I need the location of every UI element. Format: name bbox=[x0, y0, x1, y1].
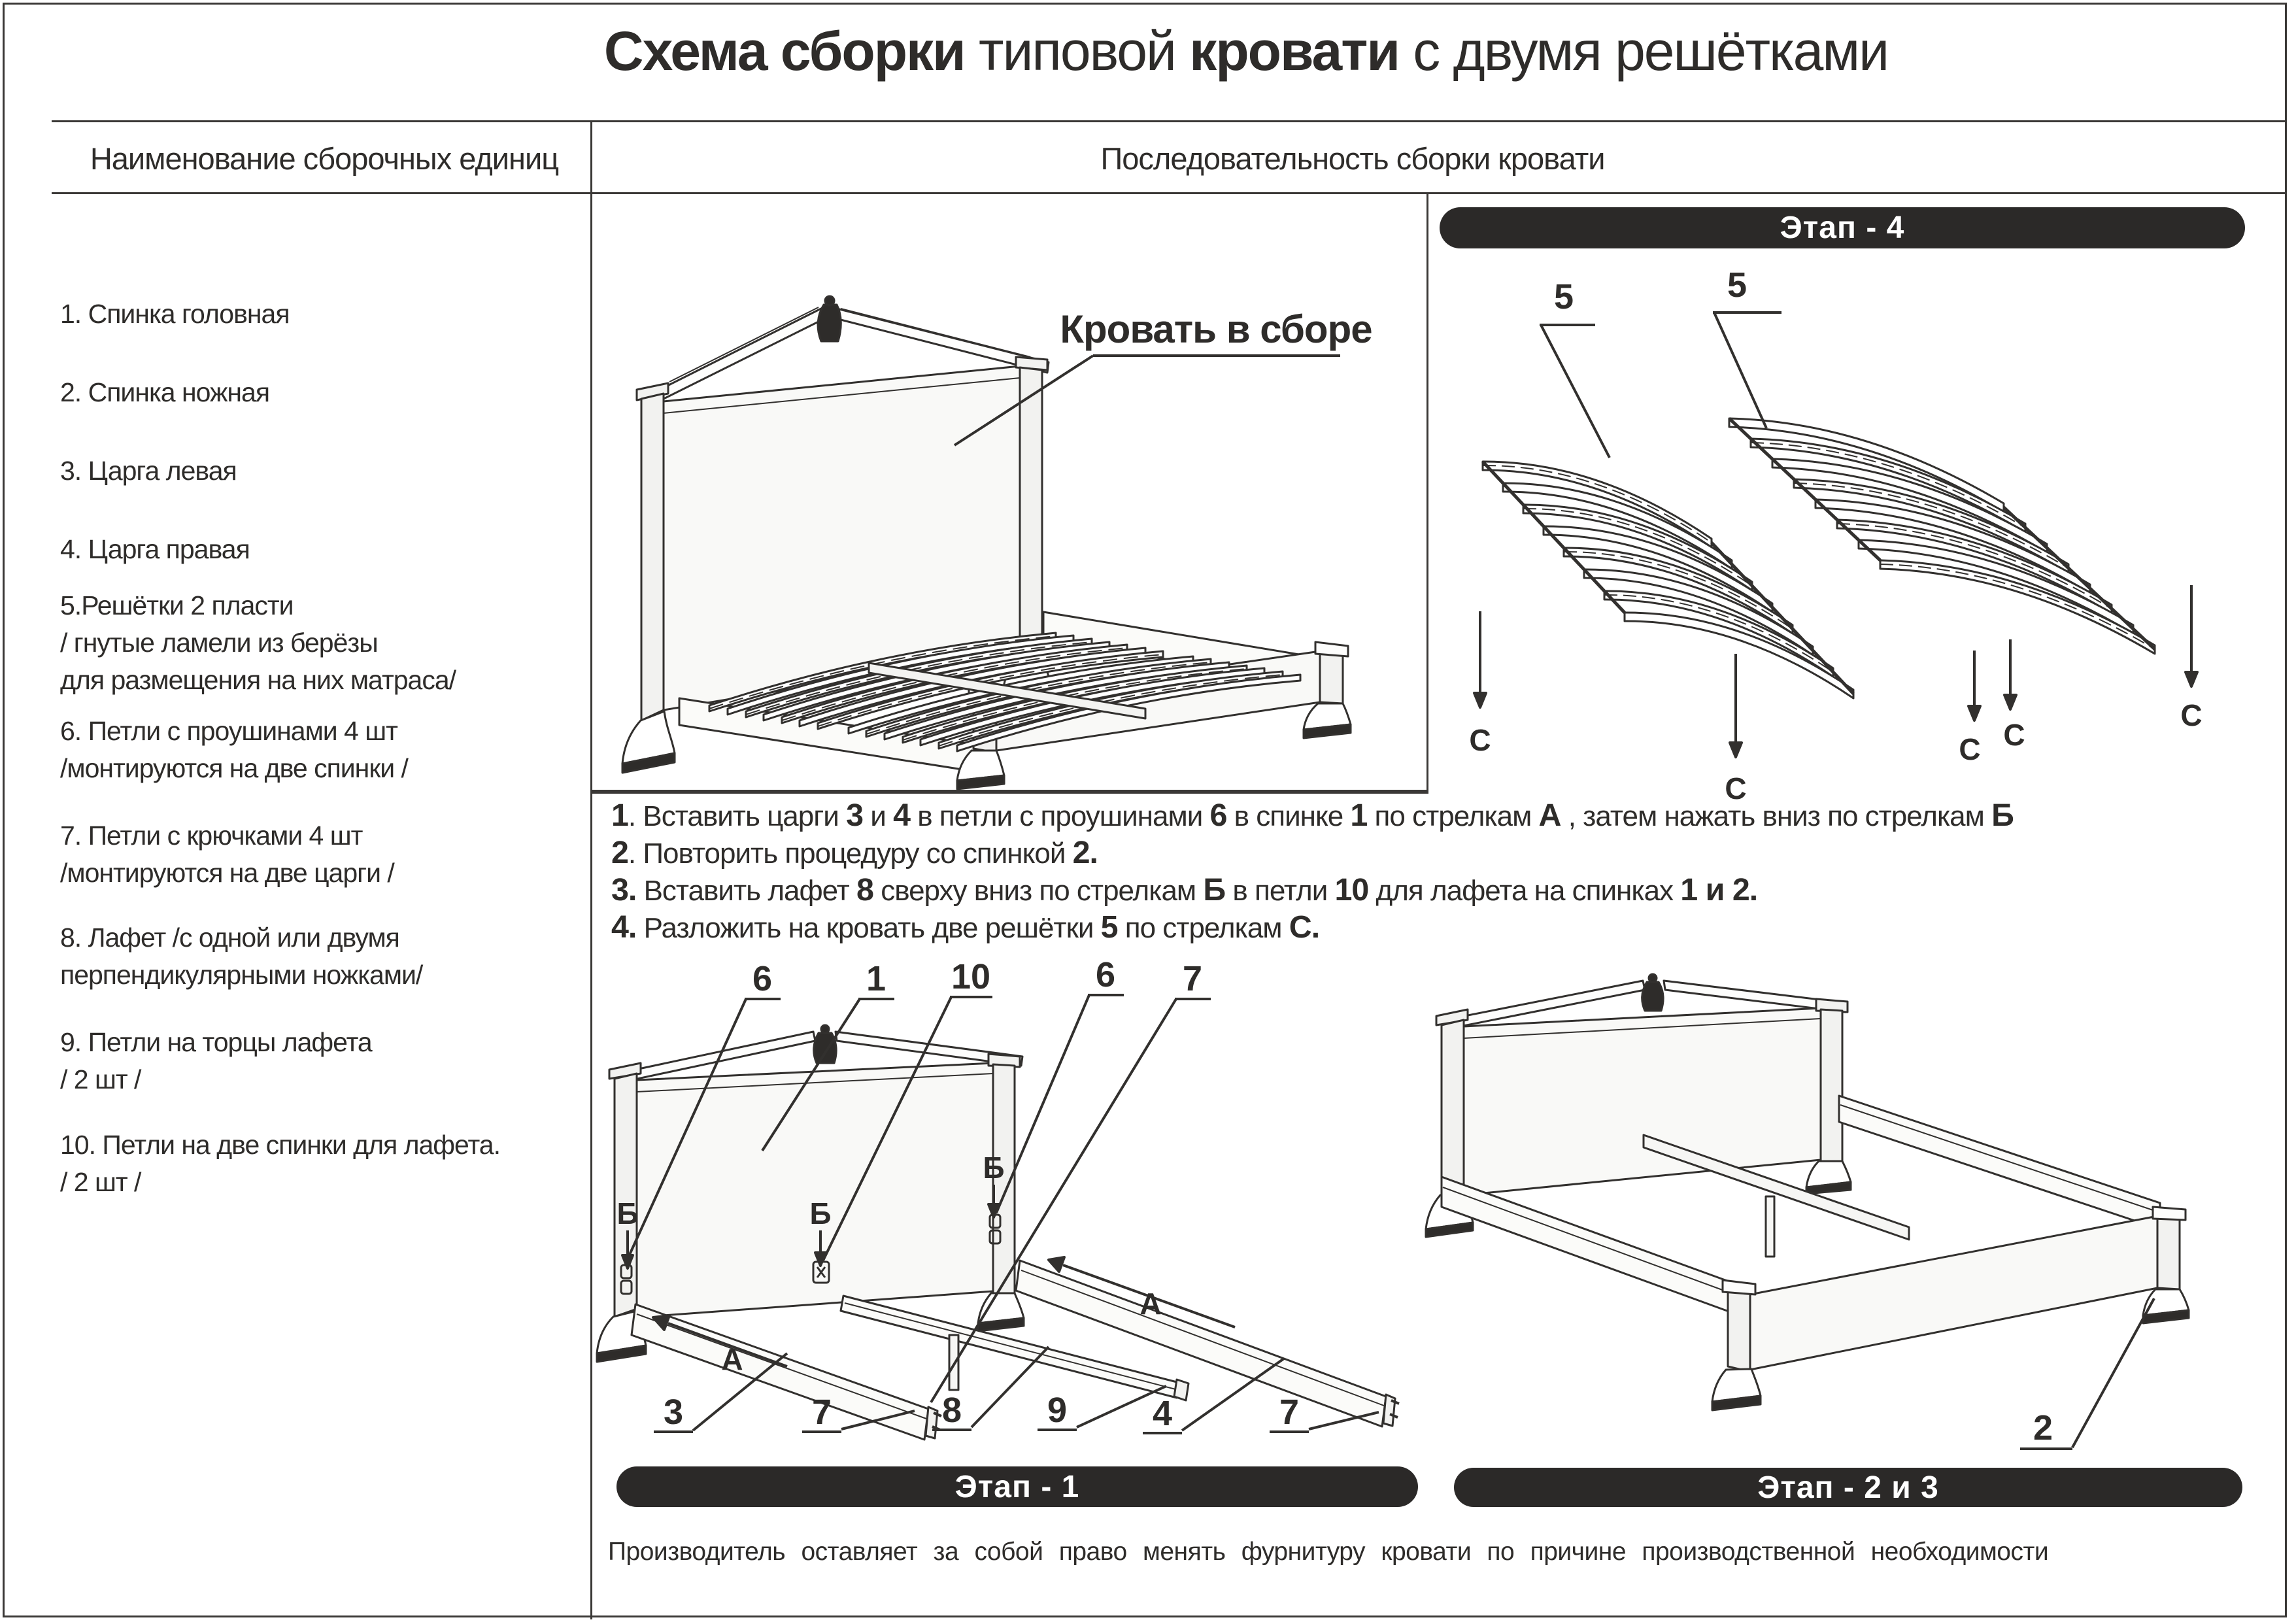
instruction-ref: Б bbox=[1991, 798, 2014, 833]
instruction-1 bbox=[611, 799, 2278, 833]
stage1-banner-label: Этап - 1 bbox=[954, 1469, 1080, 1504]
five-leaders bbox=[1540, 313, 1781, 458]
instruction-ref: 10 bbox=[1334, 872, 1369, 907]
instruction-text: . Повторить процедуру со спинкой bbox=[628, 837, 1073, 870]
label-8: 8 bbox=[941, 1391, 962, 1430]
title-part-bold1: Схема сборки bbox=[603, 20, 965, 82]
instruction-text: , затем нажать вниз по стрелкам bbox=[1561, 800, 1992, 832]
part-line: 6. Петли с проушинами 4 шт bbox=[60, 716, 397, 746]
part-line: 9. Петли на торцы лафета bbox=[60, 1027, 372, 1057]
part-line: 10. Петли на две спинки для лафета. bbox=[60, 1130, 500, 1160]
stage1-parts bbox=[597, 995, 1399, 1440]
stage4-banner bbox=[1440, 207, 2245, 248]
label-b-mid: Б bbox=[809, 1196, 832, 1230]
part-item-2 bbox=[60, 374, 583, 411]
part-item-5 bbox=[60, 587, 583, 699]
instruction-ref: С. bbox=[1289, 909, 1320, 945]
instruction-text: по стрелкам bbox=[1117, 912, 1289, 944]
title-part-bold2: кровати bbox=[1189, 20, 1399, 82]
stage4-banner-label: Этап - 4 bbox=[1780, 211, 1905, 245]
instruction-text: в петли с проушинами bbox=[909, 800, 1210, 832]
header-top-rule bbox=[52, 120, 2285, 122]
part-line: 5.Решётки 2 пласти bbox=[60, 590, 294, 620]
part-line: для размещения на них матраса/ bbox=[60, 665, 456, 695]
part-item-6 bbox=[60, 713, 583, 787]
part-item-9 bbox=[60, 1024, 583, 1098]
part-line: 2. Спинка ножная bbox=[60, 377, 270, 407]
part-line: 8. Лафет /с одной или двумя bbox=[60, 922, 399, 953]
manufacturer-note: Производитель оставляет за собой право менять фурнитуру кровати по причине производственной необходимости bbox=[608, 1538, 2049, 1566]
instruction-text: для лафета на спинках bbox=[1368, 875, 1681, 907]
instruction-ref: 3. bbox=[611, 872, 637, 907]
instruction-ref: 1 bbox=[611, 798, 628, 833]
label-5-left: 5 bbox=[1553, 277, 1574, 316]
title-part-normal2: с двумя решётками bbox=[1398, 20, 1889, 82]
part-item-4 bbox=[60, 531, 583, 568]
part-line: 7. Петли с крючками 4 шт bbox=[60, 820, 363, 851]
instruction-ref: 6 bbox=[1209, 798, 1227, 833]
label-b-left: Б bbox=[616, 1196, 639, 1230]
label-1: 1 bbox=[866, 959, 886, 998]
parts-column-header: Наименование сборочных единиц bbox=[90, 141, 559, 176]
instruction-ref: 4. bbox=[611, 909, 637, 945]
label-6a: 6 bbox=[752, 959, 773, 998]
stage4-drawing bbox=[1428, 248, 2295, 811]
part-line: 3. Царга левая bbox=[60, 456, 237, 486]
instruction-3 bbox=[611, 873, 2278, 907]
label-c2: С bbox=[1725, 771, 1747, 805]
instruction-ref: 4 bbox=[893, 798, 910, 833]
stage1-drawing bbox=[591, 935, 1428, 1464]
part-item-3 bbox=[60, 452, 583, 490]
finial bbox=[814, 1033, 836, 1063]
label-7top: 7 bbox=[1182, 959, 1203, 998]
instruction-ref: Б bbox=[1203, 872, 1226, 907]
instruction-text: Вставить лафет bbox=[636, 875, 857, 907]
assembled-bed-drawing bbox=[591, 194, 1427, 792]
part-item-7 bbox=[60, 817, 583, 892]
stage1-banner bbox=[616, 1466, 1418, 1507]
label-c4: С bbox=[2003, 718, 2025, 752]
label-3: 3 bbox=[663, 1393, 684, 1432]
instruction-text: сверху вниз по стрелкам bbox=[873, 875, 1204, 907]
instruction-text: Разложить на кровать две решётки bbox=[636, 912, 1101, 944]
part-line: /монтируются на две царги / bbox=[60, 858, 394, 888]
lattices bbox=[1474, 313, 2197, 757]
instruction-ref: 3 bbox=[846, 798, 864, 833]
lattice-left bbox=[1483, 462, 1853, 698]
instruction-ref: 5 bbox=[1100, 909, 1118, 945]
part-line: перпендикулярными ножками/ bbox=[60, 960, 423, 990]
label-7a: 7 bbox=[811, 1393, 832, 1432]
instruction-text: и bbox=[863, 800, 894, 832]
stage23-parts bbox=[1426, 974, 2189, 1449]
part-line: / гнутые ламели из берёзы bbox=[60, 628, 378, 658]
part-item-10 bbox=[60, 1126, 583, 1201]
label-5-right: 5 bbox=[1727, 265, 1747, 305]
label-4: 4 bbox=[1152, 1394, 1173, 1433]
instruction-ref: А bbox=[1538, 798, 1561, 833]
label-9: 9 bbox=[1047, 1391, 1068, 1430]
lattice-right bbox=[1729, 418, 2155, 654]
instruction-ref: 1 и 2. bbox=[1680, 872, 1758, 907]
instruction-ref: 2 bbox=[611, 835, 628, 870]
page-title bbox=[196, 20, 2296, 83]
part-line: 1. Спинка головная bbox=[60, 299, 290, 329]
stage23-banner bbox=[1454, 1468, 2242, 1507]
label-c5: С bbox=[2180, 698, 2203, 732]
sequence-column-header: Последовательность сборки кровати bbox=[1100, 141, 1605, 176]
label-6b: 6 bbox=[1095, 955, 1116, 994]
instruction-text: в петли bbox=[1225, 875, 1335, 907]
instruction-2 bbox=[611, 836, 2278, 870]
instruction-text: . Вставить царги bbox=[628, 800, 847, 832]
stage23-banner-label: Этап - 2 и 3 bbox=[1757, 1470, 1939, 1505]
part-line: / 2 шт / bbox=[60, 1064, 141, 1094]
assembled-bed bbox=[622, 296, 1351, 789]
part-line: 4. Царга правая bbox=[60, 534, 250, 564]
finial bbox=[818, 305, 841, 341]
part-item-1 bbox=[60, 296, 583, 333]
instruction-text: по стрелкам bbox=[1367, 800, 1539, 832]
label-a-right: А bbox=[1140, 1287, 1162, 1321]
label-7b: 7 bbox=[1279, 1393, 1300, 1432]
instruction-ref: 8 bbox=[856, 872, 873, 907]
instruction-ref: 2. bbox=[1072, 835, 1098, 870]
label-a-left: А bbox=[721, 1342, 743, 1376]
assembled-bed-label: Кровать в сборе bbox=[1060, 307, 1372, 351]
instruction-ref: 1 bbox=[1350, 798, 1368, 833]
title-part-normal1: типовой bbox=[964, 20, 1190, 82]
label-c3: С bbox=[1959, 732, 1981, 766]
part-line: /монтируются на две спинки / bbox=[60, 753, 408, 783]
part-item-8 bbox=[60, 919, 583, 994]
finial bbox=[1642, 982, 1663, 1011]
part-line: / 2 шт / bbox=[60, 1167, 141, 1197]
stage23-drawing bbox=[1428, 935, 2296, 1466]
label-2: 2 bbox=[2033, 1408, 2053, 1447]
label-10: 10 bbox=[951, 957, 991, 996]
instruction-text: в спинке bbox=[1226, 800, 1351, 832]
label-c1: С bbox=[1469, 723, 1491, 757]
label-b-right: Б bbox=[983, 1151, 1005, 1185]
